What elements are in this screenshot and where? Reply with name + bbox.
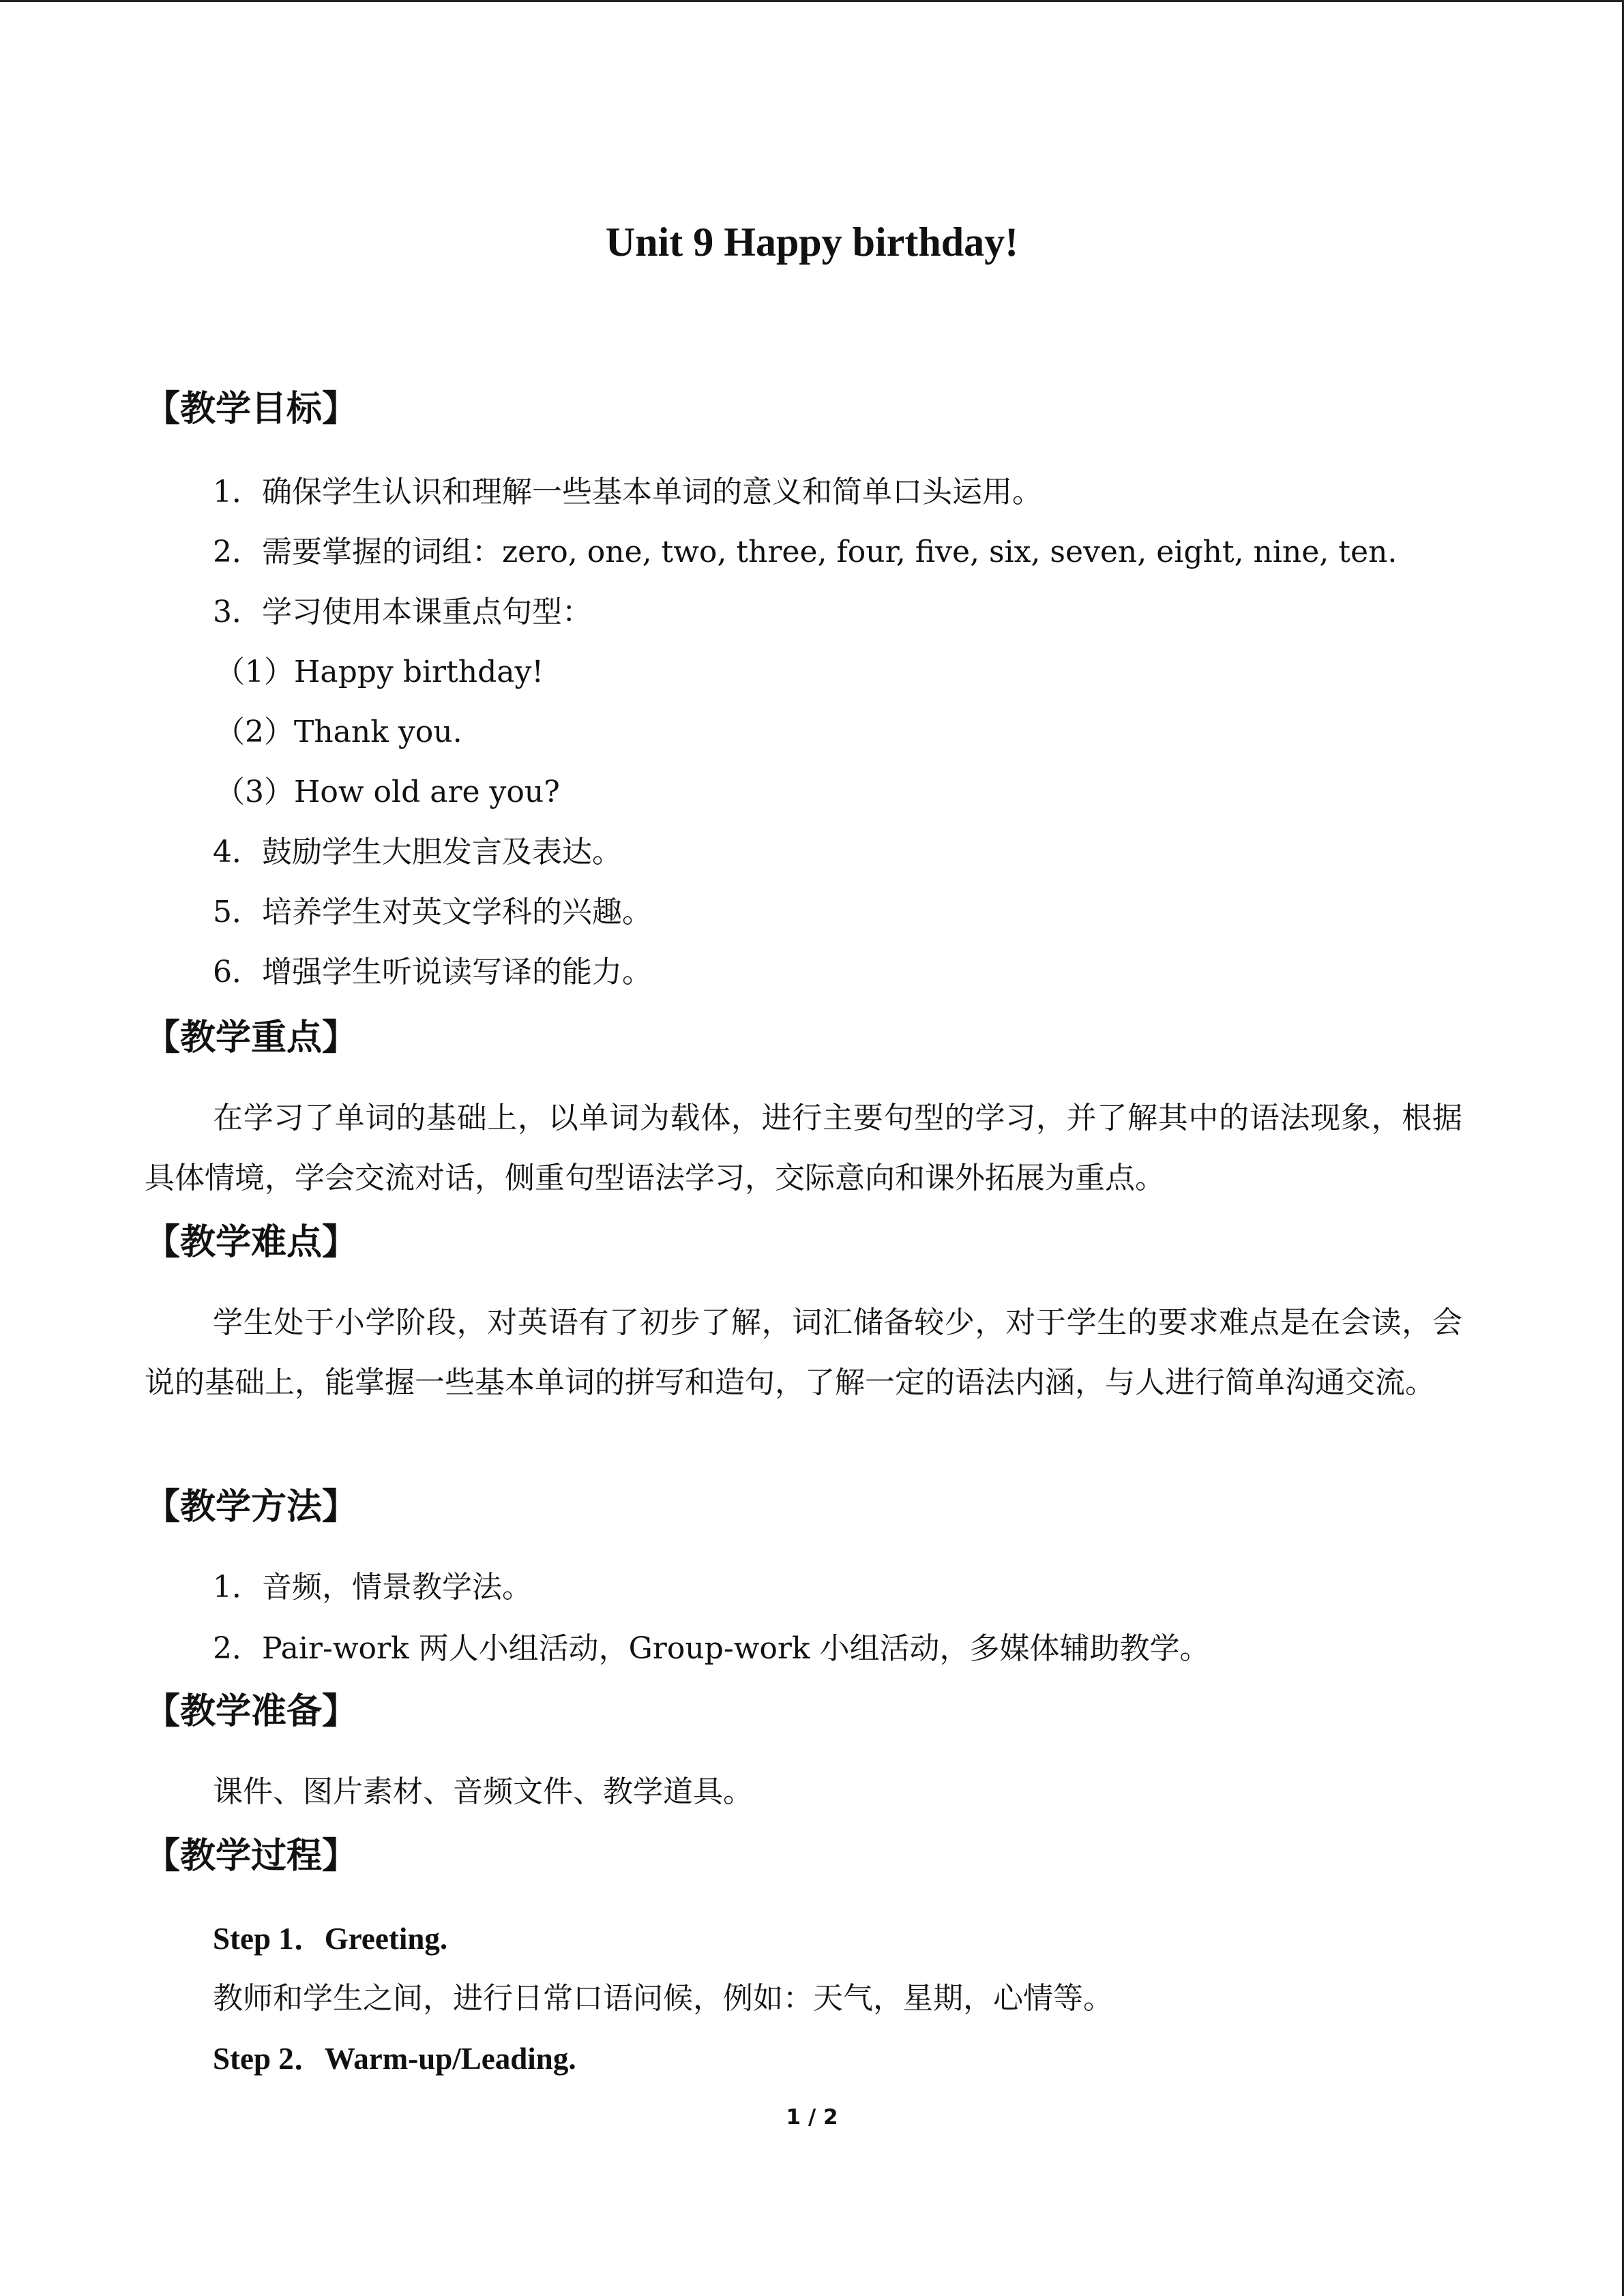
goal-item: 6．增强学生听说读写译的能力。 [213,955,652,989]
heading-key-points: 【教学重点】 [145,1017,358,1058]
step1-text: 教师和学生之间，进行日常口语问候，例如：天气，星期，心情等。 [213,1981,1113,2016]
step1-title: Step 1．Greeting. [213,1922,448,1956]
goal-subitem: （1）Happy birthday! [215,655,544,689]
document-title: Unit 9 Happy birthday! [605,220,1019,265]
heading-difficulties: 【教学难点】 [145,1222,358,1263]
goal-subitem: （2）Thank you. [215,715,462,749]
method-item: 2．Pair-work 两人小组活动，Group-work 小组活动，多媒体辅助教学。 [213,1631,1210,1666]
goal-item: 3．学习使用本课重点句型： [213,595,592,629]
step2-title: Step 2．Warm-up/Leading. [213,2042,576,2076]
goal-item: 4．鼓励学生大胆发言及表达。 [213,835,622,869]
heading-process: 【教学过程】 [145,1836,358,1877]
preparation-text: 课件、图片素材、音频文件、教学道具。 [213,1774,753,1809]
goal-item: 1．确保学生认识和理解一些基本单词的意义和简单口头运用。 [213,475,1042,509]
method-item: 1．音频，情景教学法。 [213,1570,532,1605]
goal-subitem: （3）How old are you? [215,775,560,809]
goal-item: 5．培养学生对英文学科的兴趣。 [213,895,652,929]
heading-methods: 【教学方法】 [145,1487,358,1527]
heading-preparation: 【教学准备】 [145,1691,358,1732]
page-number: 1 / 2 [786,2105,838,2130]
key-points-paragraph: 在学习了单词的基础上，以单词为载体，进行主要句型的学习，并了解其中的语法现象，根据具体情境，学会交流对话，侧重句型语法学习，交际意向和课外拓展为重点。 [145,1101,1462,1195]
heading-teaching-goals: 【教学目标】 [145,389,358,430]
difficulties-paragraph: 学生处于小学阶段，对英语有了初步了解，词汇储备较少，对于学生的要求难点是在会读，会说的基础上，能掌握一些基本单词的拼写和造句，了解一定的语法内涵，与人进行简单沟通交流。 [145,1305,1462,1400]
goal-item: 2．需要掌握的词组：zero, one, two, three, four, five, six, seven, eight, nine, ten. [213,535,1398,569]
